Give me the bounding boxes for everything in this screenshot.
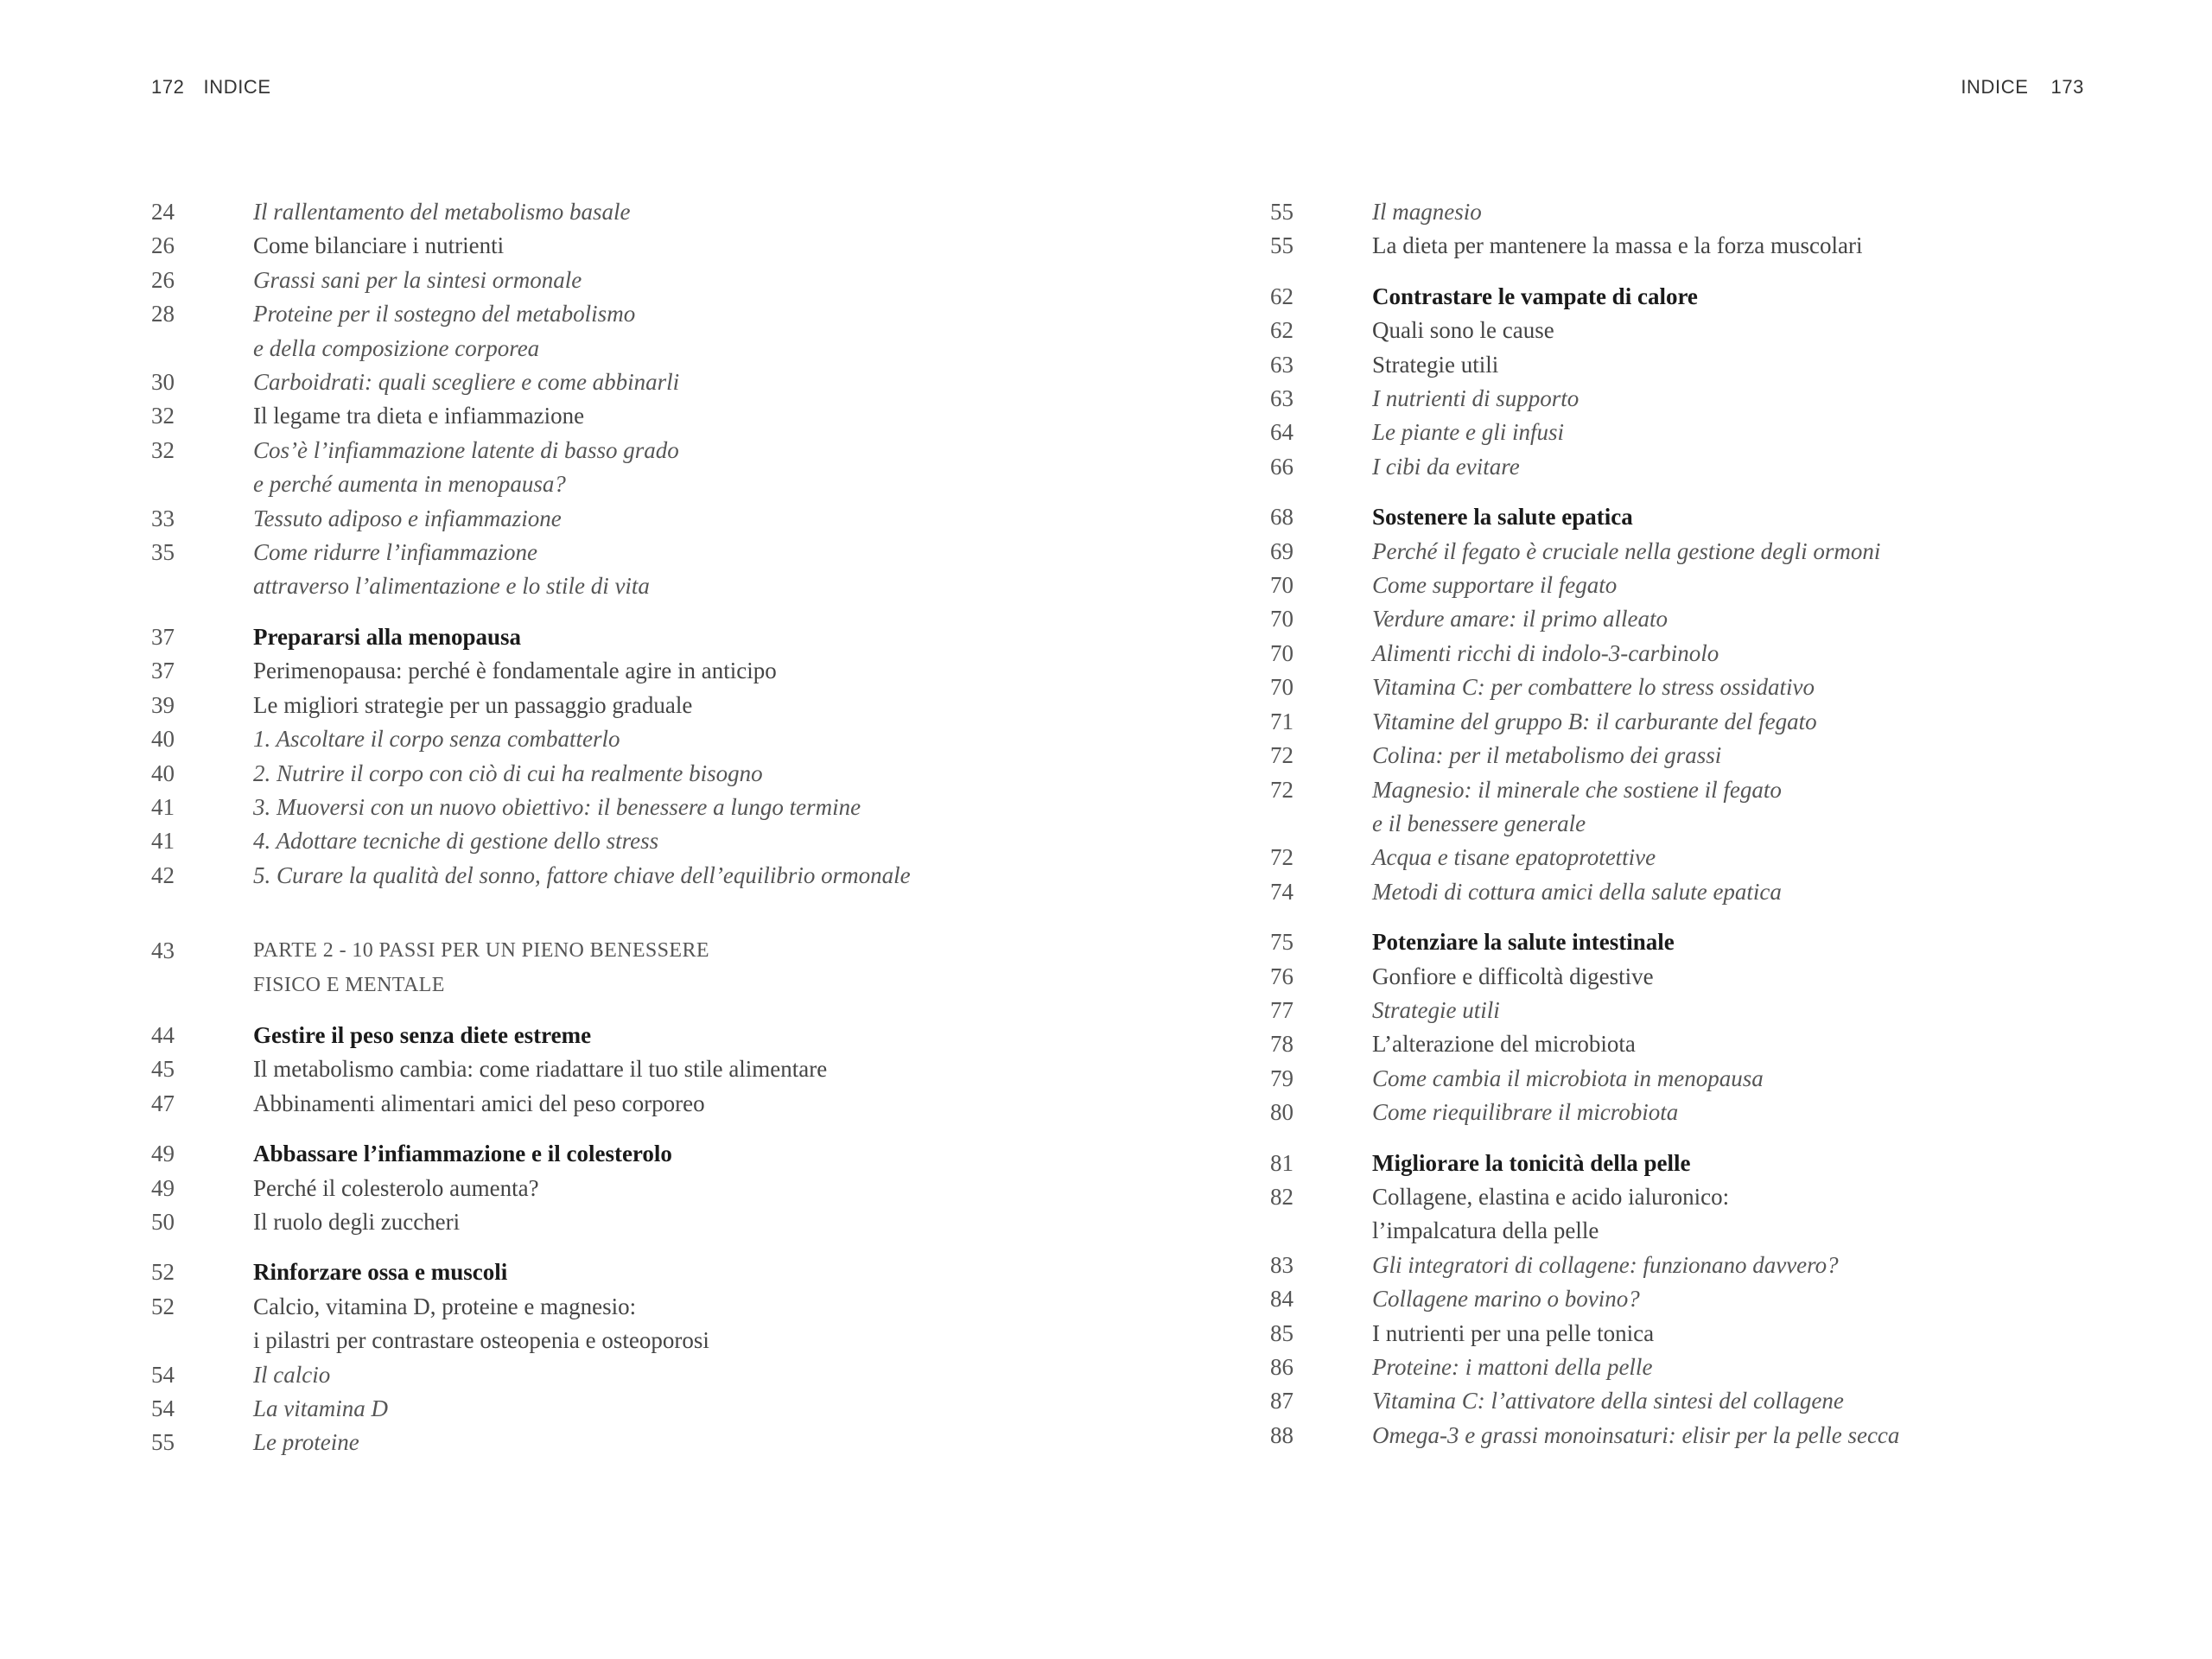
toc-entry-title: Il legame tra dieta e infiammazione <box>253 403 585 429</box>
toc-entry <box>1270 739 2134 772</box>
toc-entry <box>151 536 1171 604</box>
toc-page-number: 64 <box>1270 419 1294 446</box>
toc-section-heading <box>151 1137 1171 1171</box>
toc-entry-title: Contrastare le vampate di calore <box>1372 283 1698 309</box>
toc-page-number: 72 <box>1270 776 1294 803</box>
toc-entry <box>1270 535 2134 569</box>
toc-entry-title: 2. Nutrire il corpo con ciò di cui ha realmente bisogno <box>253 760 763 786</box>
toc-entry <box>1270 1096 2134 1129</box>
toc-page-number: 24 <box>151 199 175 225</box>
toc-entry <box>151 824 1171 858</box>
toc-entry <box>1270 773 2134 842</box>
toc-entry <box>1270 195 2134 229</box>
toc-entry-title: I cibi da evitare <box>1372 453 1520 480</box>
toc-entry <box>151 722 1171 756</box>
toc-page-number: 63 <box>1270 351 1294 378</box>
toc-entry-title: Le proteine <box>253 1429 359 1456</box>
toc-page-number: 77 <box>1270 996 1294 1023</box>
toc-entry-title: Le piante e gli infusi <box>1372 419 1564 446</box>
toc-entry-title: Quali sono le cause <box>1372 317 1554 344</box>
toc-page-number: 47 <box>151 1090 175 1116</box>
right-page-number: 173 <box>2050 76 2084 98</box>
toc-entry-title: Collagene, elastina e acido ialuronico: l’impalcatura della pelle <box>1372 1183 1730 1244</box>
toc-page-number: 44 <box>151 1021 175 1048</box>
toc-entry <box>1270 314 2134 347</box>
toc-page-number: 43 <box>151 938 175 964</box>
toc-entry <box>1270 1027 2134 1061</box>
toc-section-heading <box>1270 925 2134 959</box>
toc-entry <box>151 1290 1171 1358</box>
toc-page-number: 33 <box>151 505 175 531</box>
toc-entry-title: Cos’è l’infiammazione latente di basso grado e perché aumenta in menopausa? <box>253 436 679 498</box>
toc-entry-title: L’alterazione del microbiota <box>1372 1031 1636 1058</box>
toc-entry-title: Vitamine del gruppo B: il carburante del fegato <box>1372 708 1817 734</box>
toc-entry-title: Come supportare il fegato <box>1372 572 1618 599</box>
toc-page-number: 37 <box>151 658 175 684</box>
toc-page-number: 68 <box>1270 504 1294 531</box>
toc-entry <box>1270 569 2134 602</box>
toc-entry <box>1270 875 2134 909</box>
toc-page-number: 52 <box>151 1293 175 1319</box>
toc-page-number: 72 <box>1270 844 1294 871</box>
toc-section-heading <box>151 620 1171 654</box>
toc-entry-title: Vitamina C: per combattere lo stress ossidativo <box>1372 674 1815 701</box>
toc-entry-title: Il ruolo degli zuccheri <box>253 1208 461 1235</box>
toc-page-number: 88 <box>1270 1421 1294 1448</box>
toc-page-number: 76 <box>1270 963 1294 989</box>
toc-entry-title: Abbassare l’infiammazione e il colesterolo <box>253 1141 672 1167</box>
toc-entry <box>151 689 1171 722</box>
toc-entry-title: La vitamina D <box>253 1395 389 1421</box>
toc-entry <box>1270 602 2134 636</box>
toc-entry <box>151 1205 1171 1239</box>
toc-page-number: 70 <box>1270 639 1294 666</box>
toc-section-heading <box>1270 500 2134 534</box>
toc-entry-title: Il rallentamento del metabolismo basale <box>253 199 631 225</box>
toc-page-number: 40 <box>151 760 175 786</box>
toc-page-number: 26 <box>151 232 175 259</box>
toc-section-heading <box>151 1255 1171 1289</box>
toc-page-number: 30 <box>151 369 175 396</box>
toc-entry-title: Proteine: i mattoni della pelle <box>1372 1354 1653 1380</box>
toc-entry <box>1270 1062 2134 1096</box>
toc-entry <box>151 195 1171 229</box>
toc-page-number: 74 <box>1270 878 1294 905</box>
toc-entry-title: Alimenti ricchi di indolo-3-carbinolo <box>1372 639 1719 666</box>
toc-entry-title: Migliorare la tonicità della pelle <box>1372 1149 1691 1176</box>
toc-entry-title: Come ridurre l’infiammazione attraverso l’alimentazione e lo stile di vita <box>253 539 650 600</box>
toc-entry-title: Il metabolismo cambia: come riadattare il tuo stile alimentare <box>253 1056 828 1083</box>
toc-entry <box>1270 671 2134 704</box>
toc-page-number: 70 <box>1270 606 1294 632</box>
toc-entry <box>1270 229 2134 263</box>
toc-entry <box>1270 1317 2134 1351</box>
toc-entry <box>151 791 1171 824</box>
toc-page-number: 28 <box>151 301 175 327</box>
toc-entry-title: Grassi sani per la sintesi ormonale <box>253 266 582 293</box>
toc-page-number: 54 <box>151 1395 175 1421</box>
toc-entry <box>151 757 1171 791</box>
toc-entry-title: Acqua e tisane epatoprotettive <box>1372 844 1656 871</box>
toc-entry <box>1270 382 2134 416</box>
right-toc-column <box>1270 195 2134 1452</box>
toc-entry-title: Omega-3 e grassi monoinsaturi: elisir per la pelle secca <box>1372 1421 1900 1448</box>
toc-entry <box>1270 348 2134 382</box>
toc-page-number: 75 <box>1270 929 1294 956</box>
toc-entry <box>151 365 1171 399</box>
toc-entry <box>151 654 1171 688</box>
toc-entry-title: Gestire il peso senza diete estreme <box>253 1021 592 1048</box>
toc-entry-title: Vitamina C: l’attivatore della sintesi del collagene <box>1372 1388 1844 1414</box>
toc-entry-title: I nutrienti di supporto <box>1372 385 1580 412</box>
toc-entry-title: Potenziare la salute intestinale <box>1372 929 1675 956</box>
toc-entry <box>151 1426 1171 1459</box>
toc-page-number: 79 <box>1270 1065 1294 1091</box>
toc-entry-title: Magnesio: il minerale che sostiene il fegato e il benessere generale <box>1372 776 1782 836</box>
toc-page-number: 62 <box>1270 317 1294 344</box>
toc-page-number: 81 <box>1270 1149 1294 1176</box>
toc-entry <box>1270 1384 2134 1418</box>
toc-entry <box>1270 450 2134 484</box>
toc-entry-title: Come bilanciare i nutrienti <box>253 232 505 259</box>
toc-entry <box>1270 994 2134 1027</box>
toc-page-number: 84 <box>1270 1286 1294 1313</box>
toc-page-number: 41 <box>151 828 175 855</box>
toc-entry-title: Perché il colesterolo aumenta? <box>253 1174 539 1201</box>
toc-page-number: 50 <box>151 1208 175 1235</box>
left-page-header <box>151 76 271 99</box>
toc-page-number: 54 <box>151 1361 175 1388</box>
left-page-number: 172 <box>151 76 185 98</box>
toc-page-number: 55 <box>1270 199 1294 225</box>
toc-entry-title: 1. Ascoltare il corpo senza combatterlo <box>253 726 620 753</box>
toc-entry-title: Il calcio <box>253 1361 331 1388</box>
toc-entry <box>1270 1249 2134 1282</box>
left-toc-column <box>151 195 1171 1460</box>
toc-entry <box>1270 1180 2134 1249</box>
toc-page-number: 66 <box>1270 453 1294 480</box>
toc-entry-title: Gonfiore e difficoltà digestive <box>1372 963 1654 989</box>
toc-entry-title: Sostenere la salute epatica <box>1372 504 1633 531</box>
toc-entry-title: Gli integratori di collagene: funzionano davvero? <box>1372 1251 1839 1278</box>
toc-entry-title: Tessuto adiposo e infiammazione <box>253 505 562 531</box>
toc-entry-title: Come cambia il microbiota in menopausa <box>1372 1065 1764 1091</box>
toc-page-number: 41 <box>151 793 175 820</box>
toc-section-heading <box>1270 1147 2134 1180</box>
toc-page-number: 42 <box>151 861 175 888</box>
toc-entry <box>1270 637 2134 671</box>
toc-entry-title: 4. Adottare tecniche di gestione dello stress <box>253 828 659 855</box>
toc-page-number: 32 <box>151 403 175 429</box>
toc-entry-title: Abbinamenti alimentari amici del peso corporeo <box>253 1090 705 1116</box>
toc-page-number: 82 <box>1270 1183 1294 1210</box>
toc-entry <box>151 434 1171 502</box>
toc-entry <box>151 1172 1171 1205</box>
toc-page-number: 37 <box>151 623 175 650</box>
toc-page-number: 39 <box>151 691 175 718</box>
toc-entry <box>151 229 1171 263</box>
toc-entry <box>151 1358 1171 1392</box>
toc-page-number: 49 <box>151 1174 175 1201</box>
toc-page-number: 35 <box>151 539 175 566</box>
toc-entry <box>151 297 1171 365</box>
toc-entry-title: Perché il fegato è cruciale nella gestione degli ormoni <box>1372 537 1881 564</box>
toc-entry <box>151 264 1171 297</box>
toc-page-number: 72 <box>1270 742 1294 769</box>
toc-page-number: 52 <box>151 1259 175 1286</box>
toc-page-number: 71 <box>1270 708 1294 734</box>
toc-entry-title: 5. Curare la qualità del sonno, fattore chiave dell’equilibrio ormonale <box>253 861 911 888</box>
toc-entry <box>1270 1282 2134 1316</box>
toc-entry-title: Metodi di cottura amici della salute epatica <box>1372 878 1782 905</box>
toc-entry-title: I nutrienti per una pelle tonica <box>1372 1319 1655 1346</box>
toc-page-number: 83 <box>1270 1251 1294 1278</box>
toc-section-heading <box>151 1019 1171 1052</box>
toc-entry-title: Strategie utili <box>1372 996 1500 1023</box>
toc-entry <box>1270 841 2134 874</box>
toc-entry-title: Perimenopausa: perché è fondamentale agire in anticipo <box>253 658 777 684</box>
toc-entry <box>151 1392 1171 1426</box>
toc-page-number: 45 <box>151 1056 175 1083</box>
right-page-header <box>1961 76 2084 99</box>
toc-page-number: 55 <box>151 1429 175 1456</box>
toc-entry-title: Colina: per il metabolismo dei grassi <box>1372 742 1722 769</box>
toc-entry-title: Proteine per il sostegno del metabolismo e della composizione corporea <box>253 301 636 361</box>
right-page-title: INDICE <box>1961 76 2029 98</box>
toc-entry <box>151 1087 1171 1121</box>
toc-entry-title: PARTE 2 - 10 PASSI PER UN PIENO BENESSERE FISICO E MENTALE <box>253 939 709 996</box>
toc-entry-title: Rinforzare ossa e muscoli <box>253 1259 508 1286</box>
toc-page-number: 49 <box>151 1141 175 1167</box>
toc-page-number: 40 <box>151 726 175 753</box>
toc-page-number: 62 <box>1270 283 1294 309</box>
toc-entry <box>151 399 1171 433</box>
toc-page-number: 86 <box>1270 1354 1294 1380</box>
toc-section-heading <box>1270 280 2134 314</box>
left-page-title: INDICE <box>203 76 271 98</box>
toc-entry-title: Carboidrati: quali scegliere e come abbinarli <box>253 369 680 396</box>
toc-entry <box>1270 960 2134 994</box>
toc-entry <box>1270 416 2134 449</box>
toc-entry <box>1270 1419 2134 1452</box>
toc-entry-title: Calcio, vitamina D, proteine e magnesio: i pilastri per contrastare osteopenia e osteoporosi <box>253 1293 709 1354</box>
toc-page-number: 55 <box>1270 232 1294 259</box>
toc-page-number: 78 <box>1270 1031 1294 1058</box>
toc-entry-title: Come riequilibrare il microbiota <box>1372 1099 1679 1126</box>
toc-page-number: 80 <box>1270 1099 1294 1126</box>
toc-entry-title: Le migliori strategie per un passaggio graduale <box>253 691 693 718</box>
toc-entry-title: Verdure amare: il primo alleato <box>1372 606 1668 632</box>
toc-entry-title: 3. Muoversi con un nuovo obiettivo: il benessere a lungo termine <box>253 793 861 820</box>
toc-entry <box>151 502 1171 536</box>
toc-entry-title: Collagene marino o bovino? <box>1372 1286 1640 1313</box>
toc-page-number: 63 <box>1270 385 1294 412</box>
toc-entry <box>1270 1351 2134 1384</box>
toc-part-heading <box>151 934 1171 1002</box>
toc-page-number: 70 <box>1270 572 1294 599</box>
toc-page-number: 26 <box>151 266 175 293</box>
toc-entry <box>151 1052 1171 1086</box>
toc-entry-title: Prepararsi alla menopausa <box>253 623 521 650</box>
toc-page-number: 70 <box>1270 674 1294 701</box>
toc-page-number: 32 <box>151 436 175 463</box>
toc-entry <box>1270 705 2134 739</box>
toc-entry-title: La dieta per mantenere la massa e la forza muscolari <box>1372 232 1863 259</box>
toc-entry-title: Strategie utili <box>1372 351 1499 378</box>
toc-page-number: 85 <box>1270 1319 1294 1346</box>
toc-page-number: 87 <box>1270 1388 1294 1414</box>
toc-entry-title: Il magnesio <box>1372 199 1482 225</box>
toc-entry <box>151 859 1171 893</box>
toc-page-number: 69 <box>1270 537 1294 564</box>
